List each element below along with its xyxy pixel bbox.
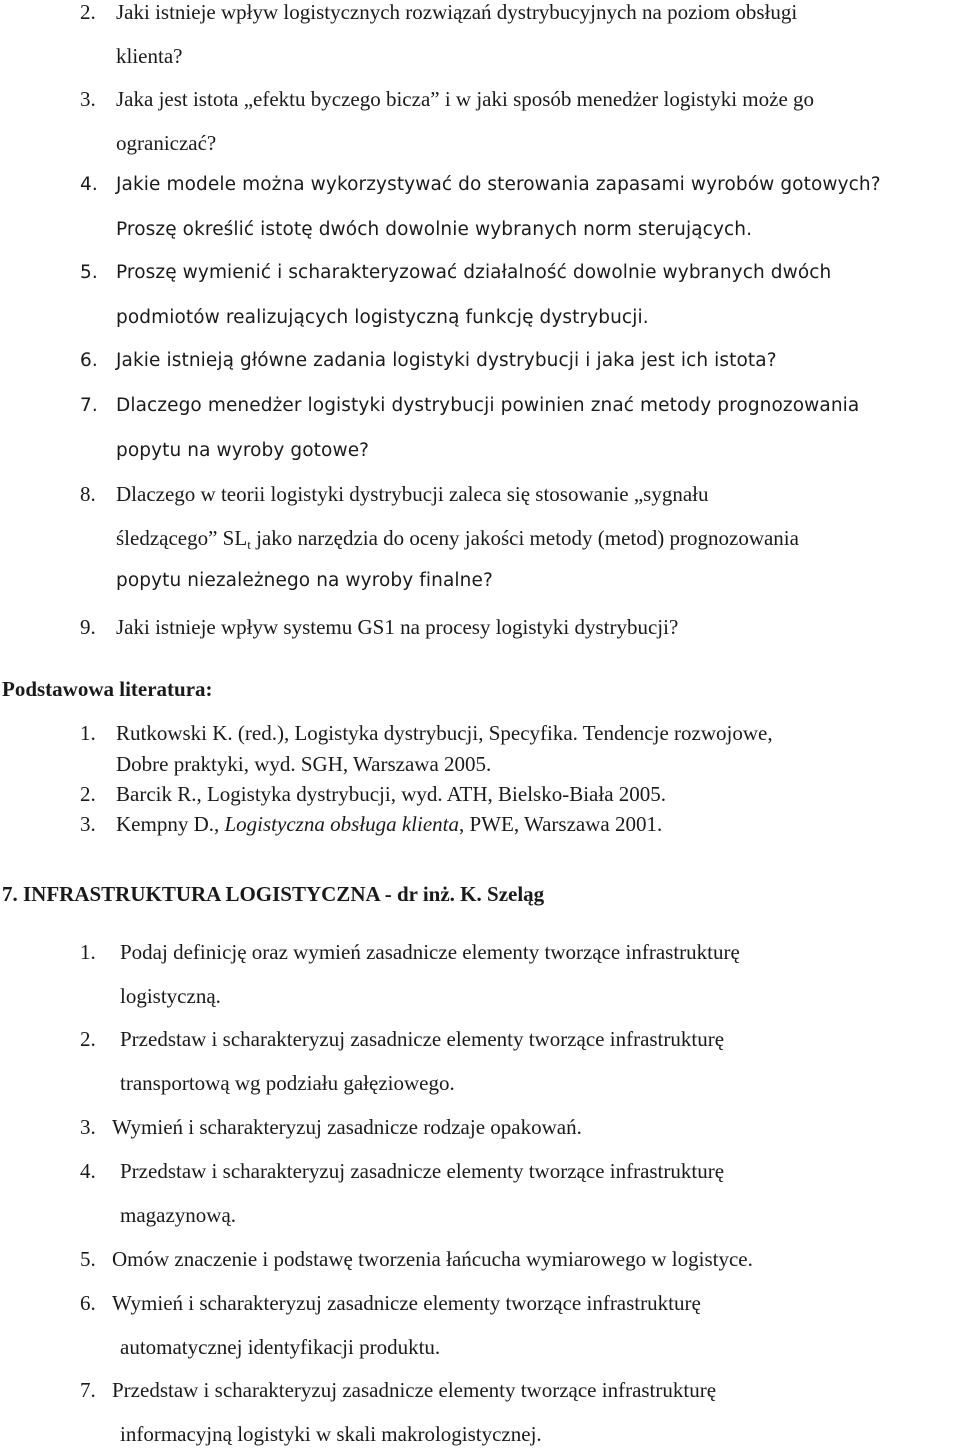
question-text: Dlaczego w teorii logistyki dystrybucji zaleca się stosowanie „sygnału bbox=[116, 482, 709, 506]
question-text: Wymień i scharakteryzuj zasadnicze elementy tworzące infrastrukturę bbox=[112, 1291, 701, 1315]
question-text: Proszę wymienić i scharakteryzować działalność dowolnie wybranych dwóch bbox=[116, 262, 832, 283]
question-text: Przedstaw i scharakteryzuj zasadnicze elementy tworzące infrastrukturę bbox=[120, 1027, 725, 1051]
question-number: 2. bbox=[80, 0, 96, 24]
question-text: Jaka jest istota „efektu byczego bicza” i w jaki sposób menedżer logistyki może go bbox=[116, 87, 815, 111]
question-number: 7. bbox=[80, 1378, 96, 1402]
literature-publisher: , PWE, Warszawa 2001. bbox=[459, 812, 663, 836]
literature-number: 3. bbox=[80, 812, 96, 836]
question-text: transportową wg podziału gałęziowego. bbox=[120, 1071, 455, 1095]
question-number: 6. bbox=[80, 1291, 96, 1315]
question-text: ograniczać? bbox=[116, 131, 217, 155]
question-text: Jakie modele można wykorzystywać do sterowania zapasami wyrobów gotowych? bbox=[116, 174, 881, 195]
question-text-part: jako narzędzia do oceny jakości metody (metod) prognozowania bbox=[250, 526, 799, 550]
question-text: Przedstaw i scharakteryzuj zasadnicze elementy tworzące infrastrukturę bbox=[112, 1378, 717, 1402]
literature-number: 2. bbox=[80, 782, 96, 806]
question-number: 4. bbox=[80, 1159, 96, 1183]
question-text: Podaj definicję oraz wymień zasadnicze elementy tworzące infrastrukturę bbox=[120, 940, 740, 964]
question-text: informacyjną logistyki w skali makrologistycznej. bbox=[120, 1422, 542, 1446]
literature-author: Kempny D., bbox=[116, 812, 225, 836]
literature-number: 1. bbox=[80, 721, 96, 745]
question-text: Jakie istnieją główne zadania logistyki dystrybucji i jaka jest ich istota? bbox=[116, 350, 777, 371]
question-text: Wymień i scharakteryzuj zasadnicze rodzaje opakowań. bbox=[112, 1115, 582, 1139]
question-text: Dlaczego menedżer logistyki dystrybucji powinien znać metody prognozowania bbox=[116, 395, 860, 416]
literature-text: Dobre praktyki, wyd. SGH, Warszawa 2005. bbox=[116, 752, 492, 776]
question-number: 7. bbox=[80, 395, 98, 416]
literature-text: Rutkowski K. (red.), Logistyka dystrybucji, Specyfika. Tendencje rozwojowe, bbox=[116, 721, 773, 745]
question-text: magazynową. bbox=[120, 1203, 237, 1227]
question-text: logistyczną. bbox=[120, 984, 221, 1008]
question-text: Omów znaczenie i podstawę tworzenia łańcucha wymiarowego w logistyce. bbox=[112, 1247, 753, 1271]
question-text: Jaki istnieje wpływ logistycznych rozwiązań dystrybucyjnych na poziom obsługi bbox=[116, 0, 798, 24]
question-number: 5. bbox=[80, 262, 98, 283]
literature-title: Logistyczna obsługa klienta bbox=[224, 812, 459, 836]
literature-heading: Podstawowa literatura: bbox=[2, 677, 213, 701]
question-text bbox=[116, 526, 799, 553]
question-number: 3. bbox=[80, 87, 96, 111]
question-text: Proszę określić istotę dwóch dowolnie wybranych norm sterujących. bbox=[116, 219, 753, 240]
question-number: 6. bbox=[80, 350, 98, 371]
question-text: podmiotów realizujących logistyczną funkcję dystrybucji. bbox=[116, 307, 649, 328]
question-number: 4. bbox=[80, 174, 98, 195]
subscript: t bbox=[247, 537, 251, 552]
literature-text: Barcik R., Logistyka dystrybucji, wyd. ATH, Bielsko-Biała 2005. bbox=[116, 782, 667, 806]
question-number: 5. bbox=[80, 1247, 96, 1271]
question-text: automatycznej identyfikacji produktu. bbox=[120, 1335, 441, 1359]
literature-text bbox=[116, 812, 662, 837]
question-number: 1. bbox=[80, 940, 96, 964]
question-number: 8. bbox=[80, 482, 96, 506]
question-text-part: śledzącego” SL bbox=[116, 526, 248, 550]
question-text: Przedstaw i scharakteryzuj zasadnicze elementy tworzące infrastrukturę bbox=[120, 1159, 725, 1183]
section-heading: 7. INFRASTRUKTURA LOGISTYCZNA - dr inż. K. Szeląg bbox=[2, 882, 545, 906]
question-text: Jaki istnieje wpływ systemu GS1 na procesy logistyki dystrybucji? bbox=[116, 615, 679, 639]
question-number: 3. bbox=[80, 1115, 96, 1139]
question-number: 9. bbox=[80, 615, 96, 639]
question-text: popytu niezależnego na wyroby finalne? bbox=[116, 570, 493, 591]
question-text: popytu na wyroby gotowe? bbox=[116, 440, 370, 461]
question-text: klienta? bbox=[116, 44, 183, 68]
question-number: 2. bbox=[80, 1027, 96, 1051]
